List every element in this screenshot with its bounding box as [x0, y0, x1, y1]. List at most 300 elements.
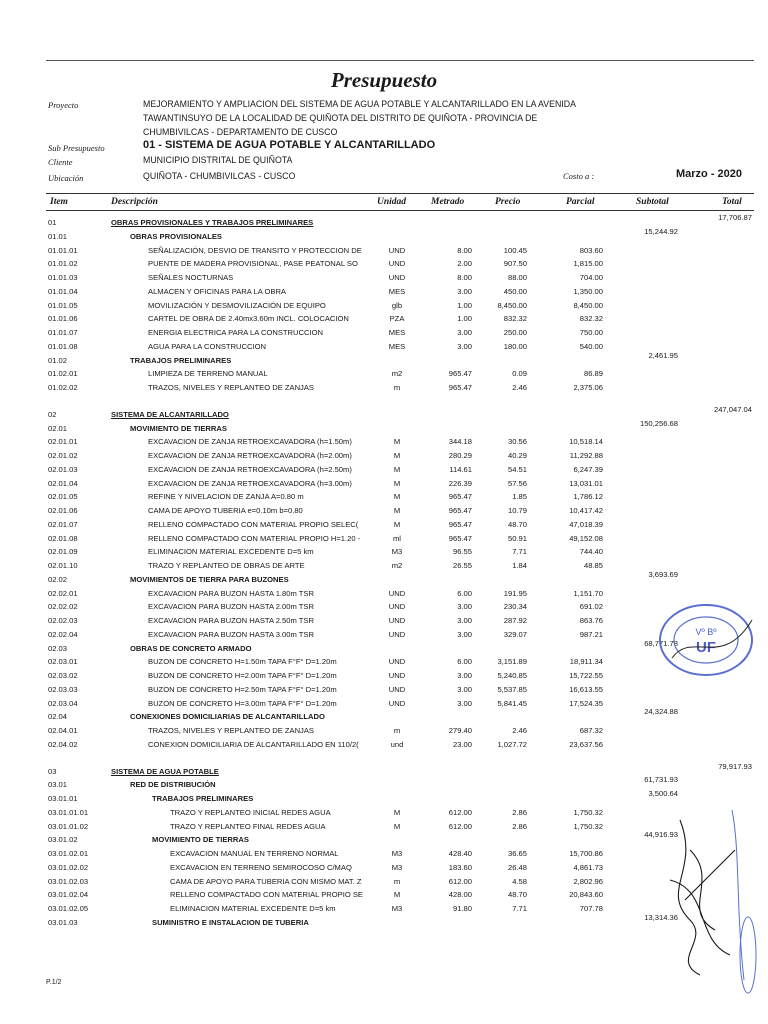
row-partial: 687.32	[579, 726, 603, 735]
row-price: 30.56	[507, 437, 527, 447]
row-partial: 1,750.32	[573, 821, 603, 831]
table-row	[0, 477, 768, 491]
row-item: 02.03	[48, 643, 68, 653]
row-item: 02.02.01	[48, 588, 78, 598]
row-partial: 707.78	[579, 904, 603, 913]
row-price: 287.92	[503, 616, 527, 625]
row-description: ALMACEN Y OFICINAS PARA LA OBRA	[148, 286, 286, 296]
row-item: 03.01.01	[48, 794, 78, 803]
row-metrado: 965.47	[448, 533, 472, 543]
row-metrado: 3.00	[457, 698, 472, 708]
row-item: 03.01.02.02	[48, 862, 89, 872]
project-line-2: TAWANTINSUYO DE LA LOCALIDAD DE QUIÑOTA DEL DISTRITO DE QUIÑOTA - PROVINCIA DE	[143, 113, 538, 123]
table-row	[0, 350, 768, 368]
row-total: 247,047.04	[713, 404, 752, 414]
row-description: CAMA DE APOYO PARA TUBERIA CON MISMO MAT. Z	[170, 876, 362, 886]
col-description: Descripción	[111, 197, 158, 207]
row-price: 48.70	[507, 519, 527, 529]
row-price: 4.58	[512, 876, 527, 886]
row-item: 01.01.02	[48, 259, 78, 269]
row-unit: M3	[391, 849, 403, 858]
row-metrado: 1.00	[457, 314, 472, 324]
row-description: CARTEL DE OBRA DE 2.40mx3.60m INCL. COLOCACION	[148, 314, 349, 324]
row-partial: 48.85	[583, 561, 603, 570]
table-row	[0, 271, 768, 285]
row-description: MOVILIZACIÓN Y DESMOVILIZACIÓN DE EQUIPO	[148, 300, 326, 310]
row-metrado: 965.47	[448, 383, 472, 392]
client-label: Cliente	[48, 157, 73, 167]
row-price: 450.00	[503, 286, 527, 296]
row-description: AGUA PARA LA CONSTRUCCION	[148, 341, 267, 351]
row-unit: M	[393, 478, 401, 488]
row-description: RELLENO COMPACTADO CON MATERIAL PROPIO SE	[170, 890, 363, 900]
row-partial: 803.60	[579, 245, 603, 255]
table-row	[0, 463, 768, 477]
row-description: REFINE Y NIVELACION DE ZANJA A=0.80 m	[148, 492, 304, 502]
row-unit: MES	[388, 328, 406, 337]
row-description: EXCAVACION EN TERRENO SEMIROCOSO C/MAQ	[170, 862, 352, 872]
row-subtotal: 44,916.93	[644, 830, 678, 840]
row-description: EXCAVACION DE ZANJA RETROEXCAVADORA (h=1.50m)	[148, 437, 352, 447]
row-metrado: 612.00	[448, 807, 472, 817]
row-price: 10.79	[507, 506, 527, 515]
col-unit: Unidad	[377, 197, 407, 207]
row-description: BUZON DE CONCRETO H=2.00m TAPA F°F° D=1.20m	[148, 671, 337, 680]
row-item: 02.03.02	[48, 671, 78, 680]
row-description: OBRAS DE CONCRETO ARMADO	[130, 643, 252, 653]
table-row	[0, 532, 768, 546]
row-unit: M3	[391, 547, 403, 557]
row-partial: 86.89	[583, 369, 603, 379]
row-item: 02.04.02	[48, 739, 78, 749]
row-unit: m	[393, 876, 401, 886]
row-item: 01.01.06	[48, 314, 78, 324]
row-spacer	[0, 752, 768, 765]
row-metrado: 2.00	[457, 259, 472, 269]
row-unit: UND	[388, 698, 406, 708]
row-item: 02.01.10	[48, 561, 78, 570]
row-unit: M3	[391, 904, 403, 913]
row-item: 01.02.02	[48, 383, 78, 392]
table-row	[0, 707, 768, 724]
row-description: RED DE DISTRIBUCIÓN	[130, 780, 216, 790]
page-number: P.1/2	[46, 979, 62, 986]
row-metrado: 3.00	[457, 328, 472, 337]
project-label: Proyecto	[48, 100, 79, 110]
row-item: 01.01.05	[48, 300, 78, 310]
row-item: 02.01.01	[48, 437, 78, 447]
row-unit: M	[393, 519, 401, 529]
project-line-1: MEJORAMIENTO Y AMPLIACION DEL SISTEMA DE AGUA POTABLE Y ALCANTARILLADO EN LA AVENIDA	[143, 99, 576, 109]
table-row	[0, 490, 768, 504]
row-metrado: 428.00	[448, 890, 472, 900]
row-description: EXCAVACION DE ZANJA RETROEXCAVADORA (h=2.50m)	[148, 464, 352, 474]
location-value: QUIÑOTA - CHUMBIVILCAS - CUSCO	[143, 171, 296, 181]
row-item: 01.01.03	[48, 273, 78, 282]
row-item: 03.01	[48, 780, 68, 790]
row-item: 02.02.04	[48, 629, 78, 639]
row-partial: 691.02	[579, 602, 603, 612]
row-partial: 10,417.42	[569, 506, 603, 515]
subbudget-value: 01 - SISTEMA DE AGUA POTABLE Y ALCANTARILLADO	[143, 139, 436, 151]
row-price: 26.48	[507, 862, 527, 872]
row-metrado: 3.00	[457, 602, 472, 612]
row-metrado: 965.47	[448, 369, 472, 379]
row-partial: 11,292.88	[569, 451, 603, 460]
row-price: 2.86	[512, 821, 527, 831]
row-subtotal: 150,256.68	[639, 418, 678, 428]
col-total: Total	[722, 197, 742, 207]
row-unit: MES	[388, 286, 406, 296]
row-price: 2.86	[512, 807, 527, 817]
row-item: 03.01.03	[48, 917, 78, 927]
row-unit: MES	[388, 341, 406, 351]
row-description: RELLENO COMPACTADO CON MATERIAL PROPIO H=1.20 -	[148, 533, 361, 543]
row-unit: m	[393, 726, 401, 735]
col-subtotal: Subtotal	[636, 197, 669, 207]
row-description: TRAZOS, NIVELES Y REPLANTEO DE ZANJAS	[148, 726, 314, 735]
row-metrado: 6.00	[457, 588, 472, 598]
row-item: 02.03.01	[48, 657, 78, 667]
row-metrado: 965.47	[448, 492, 472, 502]
row-subtotal: 3,693.69	[648, 569, 678, 579]
row-price: 1.85	[512, 492, 527, 502]
approval-stamp	[652, 600, 760, 680]
row-item: 03.01.02.03	[48, 876, 89, 886]
row-metrado: 3.00	[457, 671, 472, 680]
row-partial: 20,843.60	[569, 890, 603, 900]
row-item: 02.02	[48, 574, 68, 584]
row-unit: UND	[388, 245, 406, 255]
row-item: 02.01	[48, 423, 68, 433]
row-item: 03.01.01.01	[48, 807, 89, 817]
row-price: 191.95	[503, 588, 527, 598]
row-price: 5,537.85	[497, 684, 527, 694]
row-item: 01.01.08	[48, 341, 78, 351]
row-partial: 49,152.08	[569, 533, 603, 543]
row-unit: m2	[391, 369, 403, 379]
row-price: 2.46	[512, 383, 527, 392]
row-partial: 4,861.73	[573, 862, 603, 872]
row-description: TRAZO Y REPLANTEO DE OBRAS DE ARTE	[148, 561, 305, 570]
header-rule-top	[46, 193, 754, 194]
row-metrado: 612.00	[448, 876, 472, 886]
row-partial: 15,722.55	[569, 671, 603, 680]
row-item: 02.01.08	[48, 533, 78, 543]
row-unit: UND	[388, 273, 406, 282]
row-partial: 863.76	[579, 616, 603, 625]
row-unit: M	[393, 807, 401, 817]
row-description: TRAZO Y REPLANTEO INICIAL REDES AGUA	[170, 807, 331, 817]
row-partial: 15,700.86	[569, 849, 603, 858]
row-unit: M	[393, 821, 401, 831]
col-item: Item	[50, 197, 68, 207]
row-item: 01.01.07	[48, 328, 78, 337]
table-row	[0, 367, 768, 381]
subbudget-label: Sub Presupuesto	[48, 143, 105, 153]
row-item: 02.01.03	[48, 464, 78, 474]
row-unit: UND	[388, 657, 406, 667]
row-item: 02.01.09	[48, 547, 78, 557]
row-unit: UND	[388, 588, 406, 598]
row-unit: ml	[392, 533, 401, 543]
row-item: 03.01.02	[48, 835, 78, 845]
row-unit: UND	[388, 629, 406, 639]
row-price: 180.00	[503, 341, 527, 351]
row-item: 01.02.01	[48, 369, 78, 379]
row-description: MOVIMIENTO DE TIERRAS	[152, 835, 249, 845]
row-item: 02.04	[48, 712, 68, 722]
cost-label: Costo a :	[563, 171, 595, 181]
row-unit: M	[393, 464, 401, 474]
row-item: 03.01.02.04	[48, 890, 89, 900]
row-item: 01.02	[48, 355, 68, 365]
client-value: MUNICIPIO DISTRITAL DE QUIÑOTA	[143, 155, 293, 165]
row-price: 40.29	[507, 451, 527, 460]
row-item: 02.02.03	[48, 616, 78, 625]
table-row	[0, 683, 768, 697]
row-unit: m2	[391, 561, 403, 570]
project-line-3: CHUMBIVILCAS - DEPARTAMENTO DE CUSCO	[143, 127, 338, 137]
row-description: OBRAS PROVISIONALES Y TRABAJOS PRELIMINARES	[111, 218, 314, 227]
row-metrado: 344.18	[448, 437, 472, 447]
row-metrado: 96.55	[452, 547, 472, 557]
row-description: MOVIMIENTO DE TIERRAS	[130, 423, 227, 433]
row-description: ELIMINACION MATERIAL EXCEDENTE D=5 km	[148, 547, 314, 557]
row-subtotal: 61,731.93	[644, 775, 678, 785]
row-metrado: 1.00	[457, 300, 472, 310]
row-description: CONEXIONES DOMICILIARIAS DE ALCANTARILLADO	[130, 712, 325, 722]
row-item: 03	[48, 766, 57, 776]
table-row	[0, 299, 768, 313]
row-partial: 750.00	[579, 328, 603, 337]
row-partial: 1,151.70	[573, 588, 603, 598]
row-price: 5,240.85	[497, 671, 527, 680]
table-row	[0, 226, 768, 244]
row-unit: M	[393, 890, 401, 900]
row-total: 79,917.93	[718, 761, 752, 771]
row-partial: 832.32	[579, 314, 603, 324]
row-subtotal: 2,461.95	[648, 350, 678, 360]
row-partial: 744.40	[579, 547, 603, 557]
row-item: 01.01.04	[48, 286, 78, 296]
row-item: 02.01.07	[48, 519, 78, 529]
row-partial: 2,802.96	[573, 876, 603, 886]
row-subtotal: 3,500.64	[648, 789, 678, 798]
row-description: EXCAVACION DE ZANJA RETROEXCAVADORA (h=3.00m)	[148, 478, 352, 488]
table-row	[0, 244, 768, 258]
row-price: 0.09	[512, 369, 527, 379]
row-description: BUZON DE CONCRETO H=3.00m TAPA F°F° D=1.20m	[148, 698, 337, 708]
row-item: 02.01.02	[48, 451, 78, 460]
row-description: CAMA DE APOYO TUBERIA e=0.10m b=0.80	[148, 506, 303, 515]
table-row	[0, 326, 768, 340]
row-unit: glb	[391, 300, 403, 310]
row-price: 7.71	[512, 547, 527, 557]
row-metrado: 612.00	[448, 821, 472, 831]
table-row	[0, 738, 768, 752]
col-partial: Parcial	[566, 197, 595, 207]
table-row	[0, 518, 768, 532]
table-row	[0, 569, 768, 587]
row-description: SUMINISTRO E INSTALACION DE TUBERIA	[152, 917, 309, 927]
row-price: 3,151.89	[497, 657, 527, 667]
row-description: ENERGIA ELECTRICA PARA LA CONSTRUCCION	[148, 328, 323, 337]
row-description: SISTEMA DE AGUA POTABLE	[111, 766, 219, 776]
row-metrado: 26.55	[452, 561, 472, 570]
row-description: BUZON DE CONCRETO H=1.50m TAPA F°F° D=1.20m	[148, 657, 337, 667]
row-description: EXCAVACION PARA BUZON HASTA 1.80m TSR	[148, 588, 314, 598]
row-description: CONEXION DOMICILIARIA DE ALCANTARILLADO EN 110/2(	[148, 739, 359, 749]
row-unit: M	[393, 506, 401, 515]
table-row	[0, 381, 768, 395]
row-description: SEÑALIZACIÓN, DESVIO DE TRANSITO Y PROTECCION DE	[148, 245, 362, 255]
row-unit: m	[393, 383, 401, 392]
table-row	[0, 435, 768, 449]
row-partial: 17,524.35	[569, 698, 603, 708]
row-item: 02.01.05	[48, 492, 78, 502]
top-rule	[46, 60, 754, 61]
row-metrado: 428.40	[448, 849, 472, 858]
row-item: 02.04.01	[48, 726, 78, 735]
row-partial: 704.00	[579, 273, 603, 282]
row-partial: 6,247.39	[573, 464, 603, 474]
row-item: 03.01.02.01	[48, 849, 89, 858]
row-description: RELLENO COMPACTADO CON MATERIAL PROPIO SELEC(	[148, 519, 359, 529]
row-unit: UND	[388, 684, 406, 694]
row-unit: UND	[388, 671, 406, 680]
row-unit: UND	[388, 259, 406, 269]
row-metrado: 3.00	[457, 684, 472, 694]
row-metrado: 3.00	[457, 629, 472, 639]
table-row	[0, 545, 768, 559]
row-price: 250.00	[503, 328, 527, 337]
row-description: MOVIMIENTOS DE TIERRA PARA BUZONES	[130, 574, 289, 584]
table-row	[0, 724, 768, 738]
row-metrado: 965.47	[448, 519, 472, 529]
row-subtotal: 24,324.88	[644, 707, 678, 717]
row-metrado: 8.00	[457, 273, 472, 282]
row-partial: 16,613.55	[569, 684, 603, 694]
row-partial: 10,518.14	[569, 437, 603, 447]
header-rule-bottom	[46, 210, 754, 211]
row-item: 03.01.01.02	[48, 821, 89, 831]
row-partial: 987.21	[579, 629, 603, 639]
row-partial: 1,815.00	[573, 259, 603, 269]
table-row	[0, 587, 768, 601]
row-description: PUENTE DE MADERA PROVISIONAL, PASE PEATONAL SO	[148, 259, 358, 269]
row-partial: 47,018.39	[569, 519, 603, 529]
row-item: 01	[48, 218, 57, 227]
table-row	[0, 449, 768, 463]
signature	[640, 790, 764, 1000]
row-description: OBRAS PROVISIONALES	[130, 231, 222, 241]
row-metrado: 3.00	[457, 286, 472, 296]
row-price: 230.34	[503, 602, 527, 612]
row-description: BUZON DE CONCRETO H=2.50m TAPA F°F° D=1.20m	[148, 684, 337, 694]
table-row	[0, 285, 768, 299]
row-price: 36.65	[507, 849, 527, 858]
row-price: 1,027.72	[497, 739, 527, 749]
stamp-text-2: UF	[696, 639, 716, 656]
row-partial: 13,031.01	[569, 478, 603, 488]
row-item: 03.01.02.05	[48, 904, 89, 913]
row-item: 02.01.04	[48, 478, 78, 488]
row-spacer	[0, 395, 768, 408]
row-subtotal: 15,244.92	[644, 226, 678, 236]
row-price: 57.56	[507, 478, 527, 488]
row-description: TRAZO Y REPLANTEO FINAL REDES AGUA	[170, 821, 326, 831]
col-metrado: Metrado	[431, 197, 465, 207]
row-metrado: 279.40	[448, 726, 472, 735]
row-unit: UND	[388, 602, 406, 612]
row-price: 88.00	[507, 273, 527, 282]
row-item: 02.01.06	[48, 506, 78, 515]
row-total: 17,706.87	[718, 213, 752, 222]
row-price: 329.07	[503, 629, 527, 639]
stamp-text-1: Vº Bº	[695, 627, 717, 637]
row-unit: M	[393, 492, 401, 502]
row-partial: 23,637.56	[569, 739, 603, 749]
row-partial: 2,375.06	[573, 383, 603, 392]
row-metrado: 226.39	[448, 478, 472, 488]
row-metrado: 91.80	[452, 904, 472, 913]
row-price: 5,841.45	[497, 698, 527, 708]
row-item: 01.01.01	[48, 245, 78, 255]
page-title: Presupuesto	[330, 68, 438, 92]
row-partial: 8,450.00	[573, 300, 603, 310]
row-description: TRAZOS, NIVELES Y REPLANTEO DE ZANJAS	[148, 383, 314, 392]
table-row	[0, 257, 768, 271]
row-metrado: 6.00	[457, 657, 472, 667]
row-description: EXCAVACION MANUAL EN TERRENO NORMAL	[170, 849, 339, 858]
row-unit: und	[390, 739, 404, 749]
row-metrado: 280.29	[448, 451, 472, 460]
row-description: EXCAVACION PARA BUZON HASTA 3.00m TSR	[148, 629, 314, 639]
row-subtotal: 13,314.36	[644, 912, 678, 922]
table-row	[0, 418, 768, 436]
row-metrado: 23.00	[452, 739, 472, 749]
location-label: Ubicación	[48, 173, 84, 183]
row-item: 01.01	[48, 231, 68, 241]
row-item: 02.03.03	[48, 684, 78, 694]
row-description: SEÑALES NOCTURNAS	[148, 273, 234, 282]
row-item: 02.02.02	[48, 602, 78, 612]
row-description: LIMPIEZA DE TERRENO MANUAL	[148, 369, 268, 379]
row-unit: M	[393, 437, 401, 447]
row-price: 907.50	[503, 259, 527, 269]
row-description: SISTEMA DE ALCANTARILLADO	[111, 409, 229, 419]
table-row	[0, 504, 768, 518]
row-item: 02	[48, 409, 57, 419]
row-description: ELIMINACION MATERIAL EXCEDENTE D=5 km	[170, 904, 336, 913]
row-unit: UND	[388, 616, 406, 625]
row-price: 2.46	[512, 726, 527, 735]
row-metrado: 3.00	[457, 341, 472, 351]
row-description: EXCAVACION DE ZANJA RETROEXCAVADORA (h=2.00m)	[148, 451, 352, 460]
row-price: 832.32	[503, 314, 527, 324]
row-description: TRABAJOS PRELIMINARES	[152, 794, 254, 803]
row-unit: M3	[391, 862, 403, 872]
row-price: 100.45	[503, 245, 527, 255]
row-partial: 1,750.32	[573, 807, 603, 817]
row-description: EXCAVACION PARA BUZON HASTA 2.50m TSR	[148, 616, 314, 625]
cost-value: Marzo - 2020	[676, 168, 743, 180]
row-metrado: 965.47	[448, 506, 472, 515]
row-price: 7.71	[512, 904, 527, 913]
col-price: Precio	[495, 197, 521, 207]
row-partial: 18,911.34	[569, 657, 603, 667]
